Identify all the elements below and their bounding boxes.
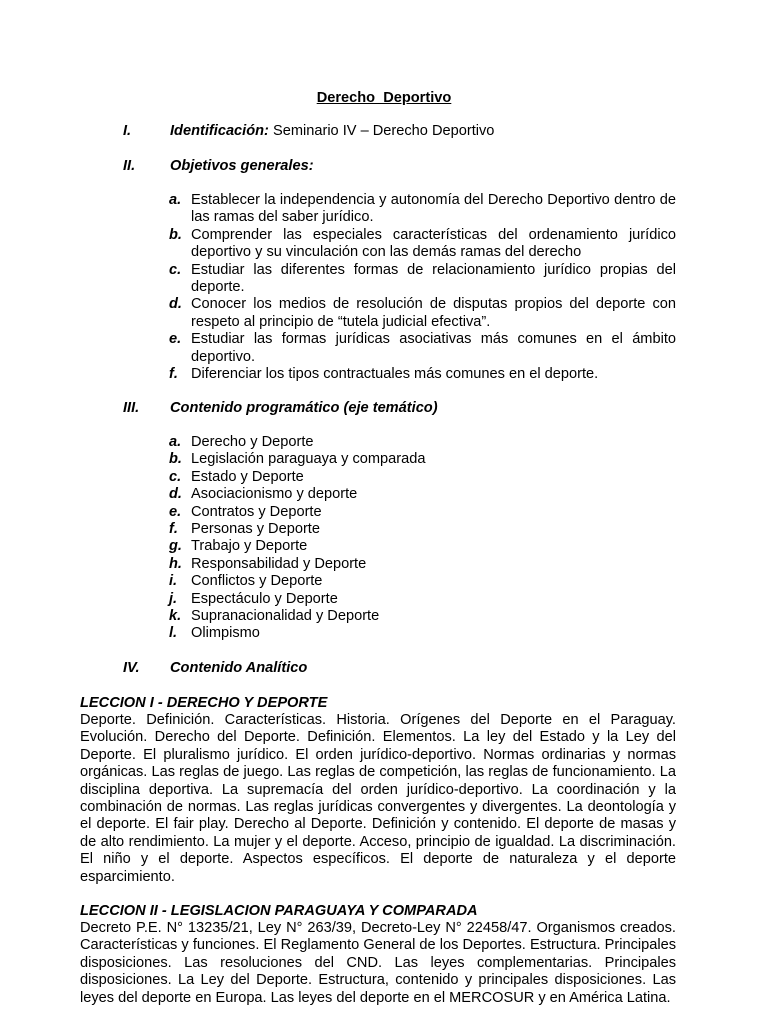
- item-letter: l.: [169, 625, 178, 642]
- item-text: Establecer la independencia y autonomía del Derecho Deportivo dentro de las ramas del saber jurídico.: [191, 192, 676, 226]
- list-item: [169, 227, 676, 262]
- list-item: [169, 366, 676, 383]
- section-identificacion: [123, 121, 494, 141]
- item-text: Estudiar las formas jurídicas asociativas más comunes en el ámbito deportivo.: [191, 331, 676, 365]
- item-letter: c.: [169, 468, 182, 485]
- list-item: [169, 504, 676, 521]
- item-letter: a.: [169, 192, 182, 208]
- item-letter: f.: [169, 366, 178, 383]
- list-item: [169, 591, 676, 608]
- item-text: Olimpismo: [191, 625, 260, 642]
- item-text: Derecho y Deporte: [191, 434, 314, 450]
- item-text: Supranacionalidad y Deporte: [191, 608, 380, 625]
- section-value: Seminario IV – Derecho Deportivo: [268, 123, 495, 139]
- section-label: Objetivos generales:: [170, 158, 314, 174]
- section-contenido-analitico: [123, 658, 307, 678]
- item-letter: b.: [169, 226, 182, 243]
- section-contenido-programatico: [123, 398, 438, 418]
- section-label: Contenido programático (eje temático): [170, 400, 438, 416]
- item-text: Conflictos y Deporte: [191, 573, 323, 590]
- item-letter: k.: [169, 608, 182, 625]
- item-text: Conocer los medios de resolución de disputas propios del deporte con respeto al principio de “tutela judicial efectiva”.: [191, 296, 676, 330]
- section-number: II.: [123, 158, 136, 174]
- item-letter: b.: [169, 451, 182, 468]
- section-number: IV.: [123, 660, 140, 676]
- item-text: Legislación paraguaya y comparada: [191, 451, 426, 468]
- item-letter: c.: [169, 261, 182, 278]
- item-letter: g.: [169, 538, 182, 555]
- item-text: Responsabilidad y Deporte: [191, 555, 367, 572]
- section-objetivos: [123, 156, 314, 176]
- item-text: Espectáculo y Deporte: [191, 590, 338, 607]
- item-letter: j.: [169, 590, 178, 607]
- item-letter: e.: [169, 503, 182, 520]
- list-item: [169, 434, 676, 451]
- list-item: [169, 262, 676, 297]
- item-letter: f.: [169, 521, 178, 538]
- item-text: Estado y Deporte: [191, 468, 304, 485]
- list-item: [169, 521, 676, 538]
- item-text: Estudiar las diferentes formas de relacionamiento jurídico propias del deporte.: [191, 261, 676, 296]
- item-letter: h.: [169, 555, 182, 572]
- section-number: III.: [123, 400, 140, 416]
- list-item: [169, 608, 676, 625]
- item-text: Personas y Deporte: [191, 521, 320, 538]
- list-item: [169, 469, 676, 486]
- list-item: [169, 556, 676, 573]
- topics-list: [169, 434, 676, 643]
- item-text: Contratos y Deporte: [191, 503, 322, 520]
- item-text: Comprender las especiales características del ordenamiento jurídico deportivo y su vinculación con las demás ramas del derecho: [191, 226, 676, 261]
- list-item: [169, 625, 676, 642]
- lesson-heading: LECCION II - LEGISLACION PARAGUAYA Y COMPARADA: [80, 903, 478, 919]
- page-title: Derecho Deportivo: [316, 90, 452, 106]
- section-label: Identificación:: [170, 123, 269, 139]
- list-item: [169, 486, 676, 503]
- lesson-heading: LECCION I - DERECHO Y DEPORTE: [80, 695, 328, 711]
- item-letter: d.: [169, 486, 182, 503]
- list-item: [169, 538, 676, 555]
- item-text: Asociacionismo y deporte: [191, 486, 358, 503]
- list-item: [169, 573, 676, 590]
- lesson-body: Deporte. Definición. Características. Historia. Orígenes del Deporte en el Paraguay. Evolución. Derecho del Deporte. Definición. Elementos. La ley del Estado y la Ley del Deporte. El pluralismo jurídico. El orden jurídico-deportivo. Normas ordinarias y normas orgánicas. Las reglas de juego. Las reglas de competición, las reglas de funcionamiento. La disciplina deportiva. La supremacía del orden jurídico-deportivo. La coordinación y la combinación de normas. Las reglas jurídicas convergentes y divergentes. La deontología y el deporte. El fair play. Derecho al Deporte. Definición y contenido. El deporte de masas y de alto rendimiento. La mujer y el deporte. Acceso, principio de igualdad. La discriminación. El niño y el deporte. Aspectos específicos. El deporte de naturaleza y el deporte esparcimiento.: [80, 712, 676, 885]
- item-letter: e.: [169, 331, 182, 348]
- item-letter: a.: [169, 434, 182, 450]
- item-letter: d.: [169, 296, 182, 313]
- list-item: [169, 296, 676, 331]
- section-number: I.: [123, 123, 132, 139]
- list-item: [169, 331, 676, 366]
- list-item: [169, 451, 676, 468]
- item-text: Trabajo y Deporte: [191, 538, 308, 555]
- list-item: [169, 192, 676, 227]
- lesson-body: Decreto P.E. N° 13235/21, Ley N° 263/39, Decreto-Ley N° 22458/47. Organismos creados. Características y funciones. El Reglamento General de los Deportes. Estructura. Principales disposiciones. Las resoluciones del CND. Las leyes complementarias. Principales disposiciones. La Ley del Deporte. Estructura, contenido y principales disposiciones. Las leyes del deporte en Europa. Las leyes del deporte en el MERCOSUR y en América Latina.: [80, 920, 676, 1006]
- section-label: Contenido Analítico: [170, 660, 308, 676]
- item-text: Diferenciar los tipos contractuales más comunes en el deporte.: [191, 366, 599, 383]
- item-letter: i.: [169, 573, 178, 590]
- objectives-list: [169, 192, 676, 383]
